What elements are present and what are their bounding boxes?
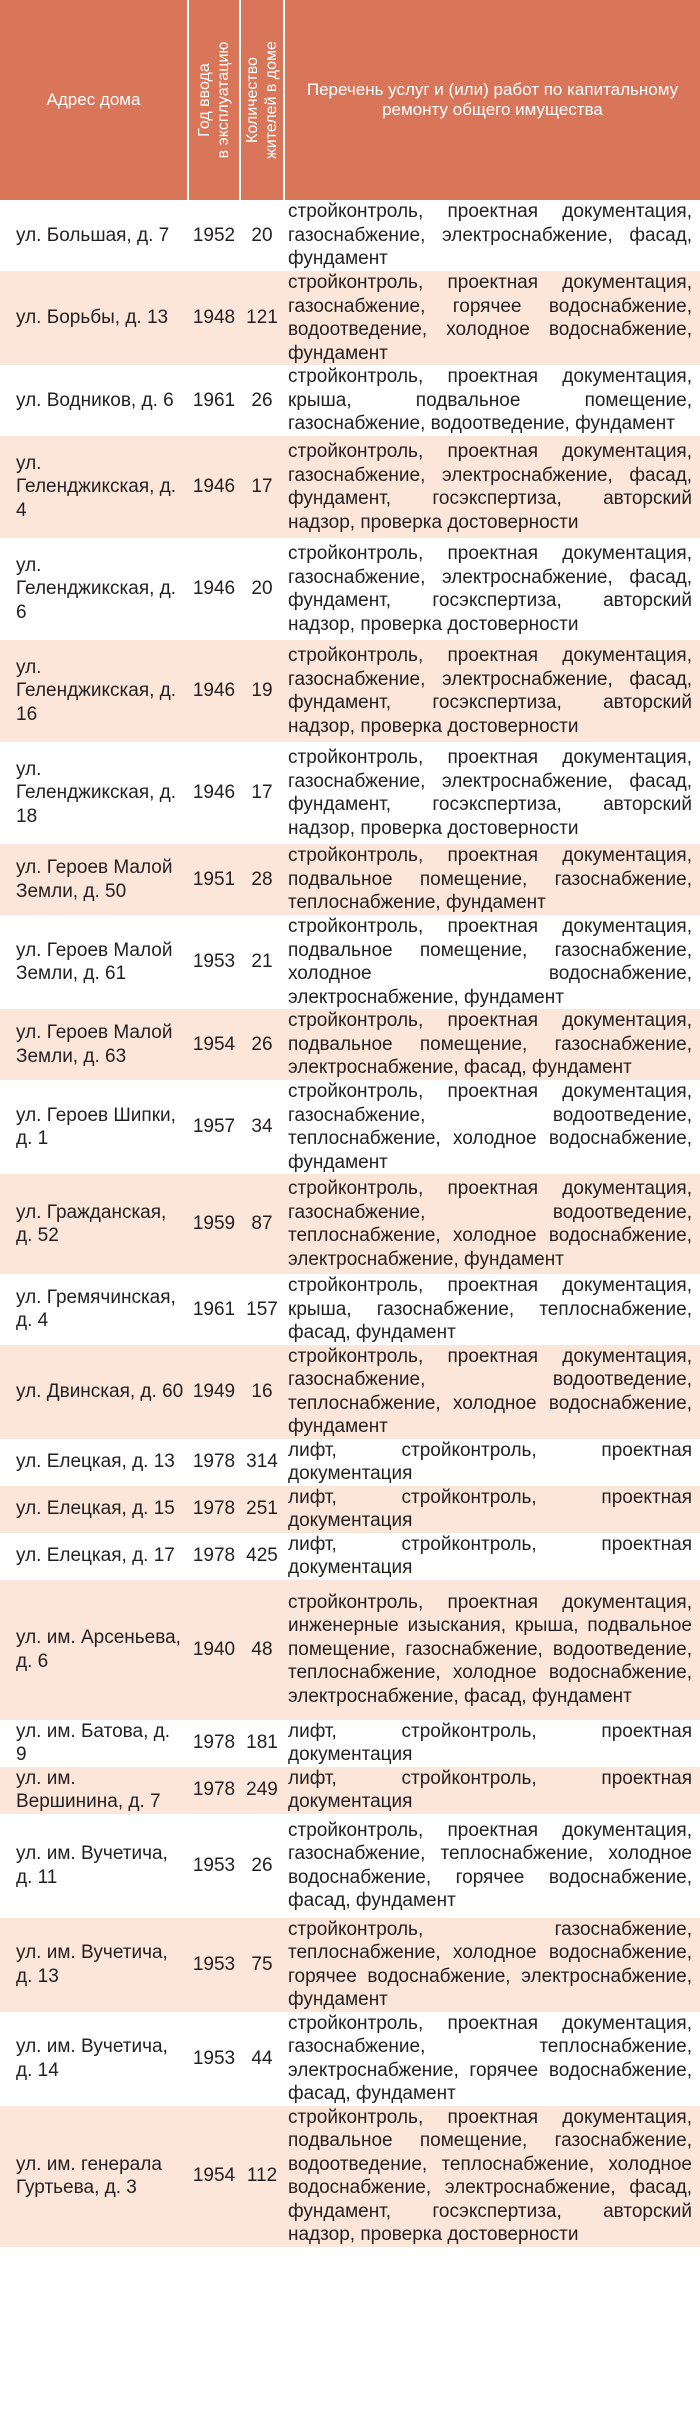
header-year: Год ввода в эксплуатацию (196, 41, 232, 159)
year-cell: 1954 (188, 1009, 240, 1080)
works-cell: лифт, стройконтроль, проектная документация (288, 1720, 692, 1765)
residents-cell: 181 (246, 1732, 278, 1754)
table-row (0, 1533, 700, 1580)
address-cell: ул. Елецкая, д. 13 (16, 1451, 175, 1473)
table-row (0, 1767, 700, 1814)
header-year-cell (188, 0, 240, 200)
table-row (0, 271, 700, 365)
address-cell: ул. Гражданская, д. 52 (0, 1174, 188, 1274)
year-cell: 1946 (188, 436, 240, 538)
works-cell: стройконтроль, проектная документация, газоснабжение, теплоснабжение, холодное водоснабжение, горячее водоснабжение, фасад, фундамент (288, 1819, 692, 1911)
works-cell: стройконтроль, газоснабжение, теплоснабжение, холодное водоснабжение, горячее водоснабжение, электроснабжение, фундамент (284, 1918, 700, 2012)
address-cell: ул. Елецкая, д. 15 (0, 1486, 188, 1533)
year-cell: 1978 (192, 1451, 236, 1473)
address-cell: ул. Гремячинская, д. 4 (16, 1286, 176, 1332)
works-cell: стройконтроль, проектная документация, газоснабжение, водоотведение, теплоснабжение, холодное водоснабжение, фундамент (288, 1081, 692, 1173)
year-cell: 1978 (188, 1486, 240, 1533)
works-cell: стройконтроль, проектная документация, газоснабжение, горячее водоснабжение, водоотведение, холодное водоснабжение, фундамент (284, 271, 700, 365)
works-cell: стройконтроль, проектная документация, газоснабжение, электроснабжение, фасад, фундамент, госэкспертиза, авторский надзор, проверка достоверности (284, 640, 700, 742)
works-cell: стройконтроль, проектная документация, крыша, подвальное помещение, газоснабжение, водоотведение, фундамент (288, 366, 692, 435)
year-cell: 1946 (192, 782, 236, 804)
table-row (0, 2012, 700, 2106)
table-row (0, 1274, 700, 1345)
works-cell: стройконтроль, проектная документация, газоснабжение, водоотведение, теплоснабжение, холодное водоснабжение, фундамент (284, 1345, 700, 1439)
table-row (0, 538, 700, 640)
table-row (0, 1174, 700, 1274)
address-cell: ул. им. Вучетича, д. 11 (16, 1843, 168, 1888)
table-row (0, 1439, 700, 1486)
address-cell: ул. Героев Малой Земли, д. 50 (0, 844, 188, 915)
table-row (0, 640, 700, 742)
table-row (0, 844, 700, 915)
works-cell: лифт, стройконтроль, проектная документация (284, 1486, 700, 1533)
year-cell: 1953 (192, 1854, 236, 1876)
year-cell: 1978 (192, 1732, 236, 1754)
residents-cell: 251 (240, 1486, 284, 1533)
address-cell: ул. им. Арсеньева, д. 6 (0, 1580, 188, 1720)
table-row (0, 1080, 700, 1174)
works-cell: лифт, стройконтроль, проектная документация (288, 1533, 692, 1578)
address-cell: ул. Героев Малой Земли, д. 61 (16, 939, 173, 984)
residents-cell: 157 (246, 1298, 278, 1320)
residents-cell: 26 (251, 389, 273, 411)
table-row (0, 1345, 700, 1439)
table-row (0, 1720, 700, 1767)
address-cell: ул. Героев Шипки, д. 1 (16, 1104, 176, 1149)
header-residents: Количество жителей в доме (244, 41, 280, 159)
works-cell: стройконтроль, проектная документация, подвальное помещение, газоснабжение, теплоснабжение, фундамент (284, 844, 700, 915)
address-cell: ул. им. Батова, д. 9 (16, 1720, 171, 1765)
address-cell: ул. Геленджикская, д. 6 (16, 554, 177, 623)
residents-cell: 48 (240, 1580, 284, 1720)
table-row (0, 742, 700, 844)
header-works: Перечень услуг и (или) работ по капитальному ремонту общего имущества (284, 0, 700, 200)
year-cell: 1946 (188, 640, 240, 742)
works-cell: стройконтроль, проектная документация, газоснабжение, электроснабжение, фасад, фундамент (288, 201, 692, 270)
residents-cell: 28 (240, 844, 284, 915)
works-cell: лифт, стройконтроль, проектная документация (288, 1439, 692, 1484)
table-row (0, 365, 700, 436)
works-cell: стройконтроль, проектная документация, инженерные изыскания, крыша, подвальное помещение, газоснабжение, водоотведение, теплоснабжение, холодное водоснабжение, электроснабжение, фасад, фундамент (284, 1580, 700, 1720)
residents-cell: 112 (240, 2106, 284, 2247)
year-cell: 1961 (192, 389, 236, 411)
works-cell: стройконтроль, проектная документация, газоснабжение, теплоснабжение, электроснабжение, горячее водоснабжение, фасад, фундамент (288, 2012, 692, 2104)
works-cell: стройконтроль, проектная документация, подвальное помещение, газоснабжение, холодное водоснабжение, электроснабжение, фундамент (288, 916, 692, 1008)
residents-cell: 34 (251, 1116, 273, 1138)
year-cell: 1957 (192, 1116, 236, 1138)
table-row (0, 1814, 700, 1918)
residents-cell: 17 (240, 436, 284, 538)
works-cell: лифт, стройконтроль, проектная документация (284, 1767, 700, 1814)
address-cell: ул. Елецкая, д. 17 (16, 1545, 175, 1567)
works-cell: стройконтроль, проектная документация, газоснабжение, электроснабжение, фасад, фундамент, госэкспертиза, авторский надзор, проверка достоверности (288, 747, 692, 839)
table-row (0, 1580, 700, 1720)
year-cell: 1953 (192, 2047, 236, 2069)
year-cell: 1953 (188, 1918, 240, 2012)
year-cell: 1954 (188, 2106, 240, 2247)
year-cell: 1948 (188, 271, 240, 365)
address-cell: ул. Геленджикская, д. 18 (16, 758, 177, 827)
residents-cell: 19 (240, 640, 284, 742)
residents-cell: 87 (240, 1174, 284, 1274)
works-cell: стройконтроль, проектная документация, газоснабжение, электроснабжение, фасад, фундамент, госэкспертиза, авторский надзор, проверка достоверности (288, 543, 692, 635)
year-cell: 1949 (188, 1345, 240, 1439)
address-cell: ул. Водников, д. 6 (16, 389, 174, 411)
year-cell: 1940 (188, 1580, 240, 1720)
address-cell: ул. им. Вучетича, д. 14 (16, 2036, 168, 2081)
residents-cell: 26 (251, 1854, 273, 1876)
works-cell: стройконтроль, проектная документация, газоснабжение, электроснабжение, фасад, фундамент, госэкспертиза, авторский надзор, проверка достоверности (284, 436, 700, 538)
year-cell: 1951 (188, 844, 240, 915)
address-cell: ул. Борьбы, д. 13 (0, 271, 188, 365)
residents-cell: 17 (251, 782, 273, 804)
table-row (0, 436, 700, 538)
address-cell: ул. Героев Малой Земли, д. 63 (0, 1009, 188, 1080)
year-cell: 1978 (192, 1545, 236, 1567)
header-address: Адрес дома (0, 0, 188, 200)
address-cell: ул. им. Вучетича, д. 13 (0, 1918, 188, 2012)
table-row (0, 1486, 700, 1533)
address-cell: ул. Геленджикская, д. 4 (0, 436, 188, 538)
works-cell: стройконтроль, проектная документация, крыша, газоснабжение, теплоснабжение, фасад, фундамент (288, 1275, 692, 1343)
table-row (0, 200, 700, 271)
year-cell: 1978 (188, 1767, 240, 1814)
table-row (0, 915, 700, 1009)
address-cell: ул. Геленджикская, д. 16 (0, 640, 188, 742)
residents-cell: 16 (240, 1345, 284, 1439)
residents-cell: 21 (251, 951, 273, 973)
year-cell: 1946 (192, 578, 236, 600)
table-header-row (0, 0, 700, 200)
header-residents-cell (240, 0, 284, 200)
residents-cell: 249 (240, 1767, 284, 1814)
table-row (0, 1009, 700, 1080)
works-cell: стройконтроль, проектная документация, подвальное помещение, газоснабжение, водоотведение, теплоснабжение, холодное водоснабжение, электроснабжение, фасад, фундамент, госэкспертиза, авторский надзор, проверка достоверности (284, 2106, 700, 2247)
residents-cell: 44 (251, 2047, 273, 2069)
residents-cell: 425 (246, 1545, 278, 1567)
year-cell: 1953 (192, 951, 236, 973)
residents-cell: 121 (240, 271, 284, 365)
table-body (0, 200, 700, 2247)
residents-cell: 20 (251, 224, 273, 246)
address-cell: ул. Большая, д. 7 (16, 224, 170, 246)
year-cell: 1959 (188, 1174, 240, 1274)
residents-cell: 75 (240, 1918, 284, 2012)
table-row (0, 1918, 700, 2012)
address-cell: ул. им. генерала Гуртьева, д. 3 (0, 2106, 188, 2247)
table-row (0, 2106, 700, 2247)
works-cell: стройконтроль, проектная документация, подвальное помещение, газоснабжение, электроснабжение, фасад, фундамент (284, 1009, 700, 1080)
address-cell: ул. Двинская, д. 60 (0, 1345, 188, 1439)
year-cell: 1952 (192, 224, 236, 246)
works-cell: стройконтроль, проектная документация, газоснабжение, водоотведение, теплоснабжение, холодное водоснабжение, электроснабжение, фундамент (284, 1174, 700, 1274)
address-cell: ул. им. Вершинина, д. 7 (0, 1767, 188, 1814)
residents-cell: 26 (240, 1009, 284, 1080)
year-cell: 1961 (192, 1298, 236, 1320)
residents-cell: 20 (251, 578, 273, 600)
residents-cell: 314 (246, 1451, 278, 1473)
